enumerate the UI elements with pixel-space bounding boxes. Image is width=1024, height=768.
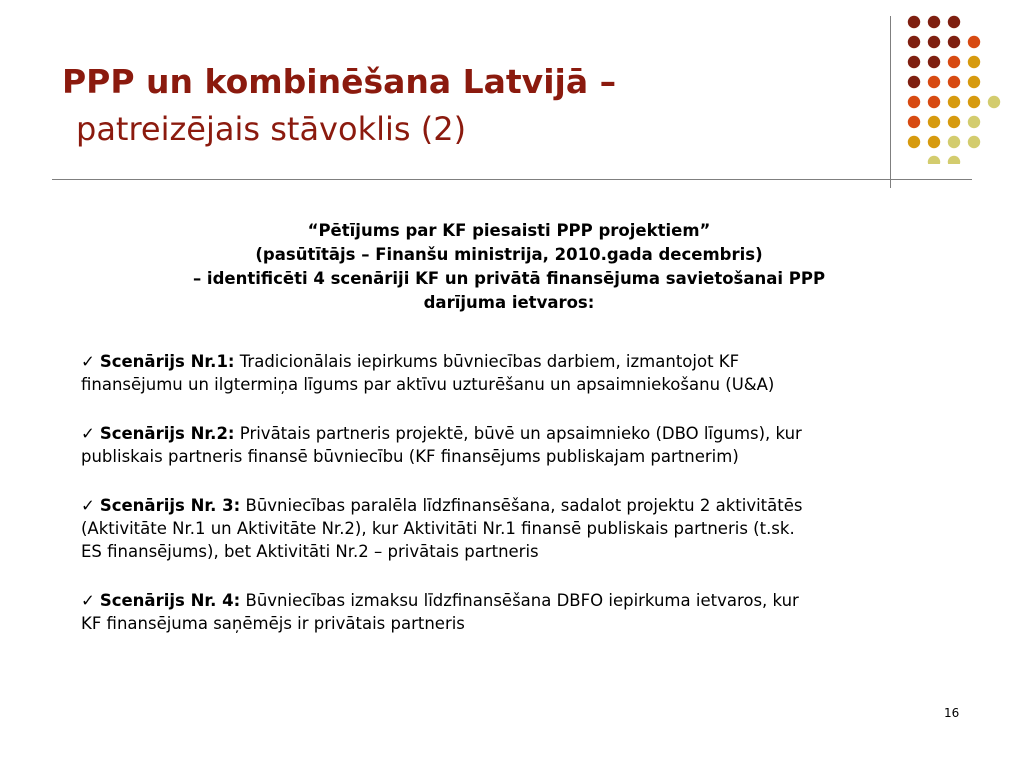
intro-line: (pasūtītājs – Finanšu ministrija, 2010.gada decembris) xyxy=(255,245,763,264)
decorative-dot xyxy=(948,96,960,108)
decorative-dot xyxy=(908,56,920,68)
scenario-list xyxy=(81,350,981,661)
scenario-text: (Aktivitāte Nr.1 un Aktivitāte Nr.2), kur Aktivitāti Nr.1 finansē publiskais partneris (t.sk. xyxy=(81,519,795,538)
title-divider xyxy=(52,179,972,180)
scenario-label: Scenārijs Nr.2: xyxy=(99,424,235,443)
decorative-dot xyxy=(968,56,980,68)
list-item xyxy=(81,589,981,635)
scenario-text: ES finansējums), bet Aktivitāti Nr.2 – privātais partneris xyxy=(81,542,539,561)
decorative-dot xyxy=(948,156,960,164)
decorative-dot xyxy=(908,76,920,88)
list-item xyxy=(81,422,981,468)
scenario-text: Tradicionālais iepirkums būvniecības darbiem, izmantojot KF xyxy=(239,352,740,371)
page-number: 16 xyxy=(944,706,960,720)
decorative-dot xyxy=(968,76,980,88)
decorative-dot xyxy=(948,136,960,148)
scenario-text: publiskais partneris finansē būvniecību (KF finansējums publiskajam partnerim) xyxy=(81,447,739,466)
decorative-dot xyxy=(928,96,940,108)
slide-subtitle: patreizējais stāvoklis (2) xyxy=(76,110,467,148)
scenario-text: Privātais partneris projektē, būvē un apsaimnieko (DBO līgums), kur xyxy=(239,424,802,443)
decorative-dot xyxy=(968,136,980,148)
intro-line: darījuma ietvaros: xyxy=(423,293,595,312)
scenario-text: Būvniecības paralēla līdzfinansēšana, sadalot projektu 2 aktivitātēs xyxy=(245,496,803,515)
scenario-text: finansējumu un ilgtermiņa līgums par aktīvu uzturēšanu un apsaimniekošanu (U&A) xyxy=(81,375,775,394)
decorative-dot xyxy=(908,16,920,28)
decorative-dot xyxy=(928,36,940,48)
decorative-dot xyxy=(908,96,920,108)
vertical-divider xyxy=(890,16,891,188)
checkmark-icon: ✓ xyxy=(81,424,95,443)
checkmark-icon: ✓ xyxy=(81,496,95,515)
decorative-dot-grid xyxy=(906,14,1006,164)
list-item xyxy=(81,350,981,396)
decorative-dot xyxy=(908,136,920,148)
decorative-dot xyxy=(948,76,960,88)
intro-line: “Pētījums par KF piesaisti PPP projektiem” xyxy=(307,221,711,240)
decorative-dot xyxy=(948,36,960,48)
decorative-dot xyxy=(928,76,940,88)
checkmark-icon: ✓ xyxy=(81,352,95,371)
decorative-dot xyxy=(968,116,980,128)
slide-title: PPP un kombinēšana Latvijā – xyxy=(62,62,617,101)
checkmark-icon: ✓ xyxy=(81,591,95,610)
decorative-dot xyxy=(908,36,920,48)
decorative-dot xyxy=(908,116,920,128)
scenario-label: Scenārijs Nr. 3: xyxy=(99,496,241,515)
decorative-dot xyxy=(928,56,940,68)
decorative-dot xyxy=(928,16,940,28)
scenario-label: Scenārijs Nr.1: xyxy=(99,352,235,371)
decorative-dot xyxy=(948,56,960,68)
scenario-text: KF finansējuma saņēmējs ir privātais partneris xyxy=(81,614,465,633)
decorative-dot xyxy=(968,36,980,48)
scenario-text: Būvniecības izmaksu līdzfinansēšana DBFO iepirkuma ietvaros, kur xyxy=(245,591,799,610)
decorative-dot xyxy=(928,156,940,164)
decorative-dot xyxy=(988,96,1000,108)
decorative-dot xyxy=(948,116,960,128)
decorative-dot xyxy=(928,116,940,128)
intro-line: – identificēti 4 scenāriji KF un privātā finansējuma savietošanai PPP xyxy=(192,269,826,288)
list-item xyxy=(81,494,981,563)
intro-block xyxy=(100,219,918,315)
decorative-dot xyxy=(968,96,980,108)
decorative-dot xyxy=(928,136,940,148)
scenario-label: Scenārijs Nr. 4: xyxy=(99,591,241,610)
decorative-dot xyxy=(948,16,960,28)
